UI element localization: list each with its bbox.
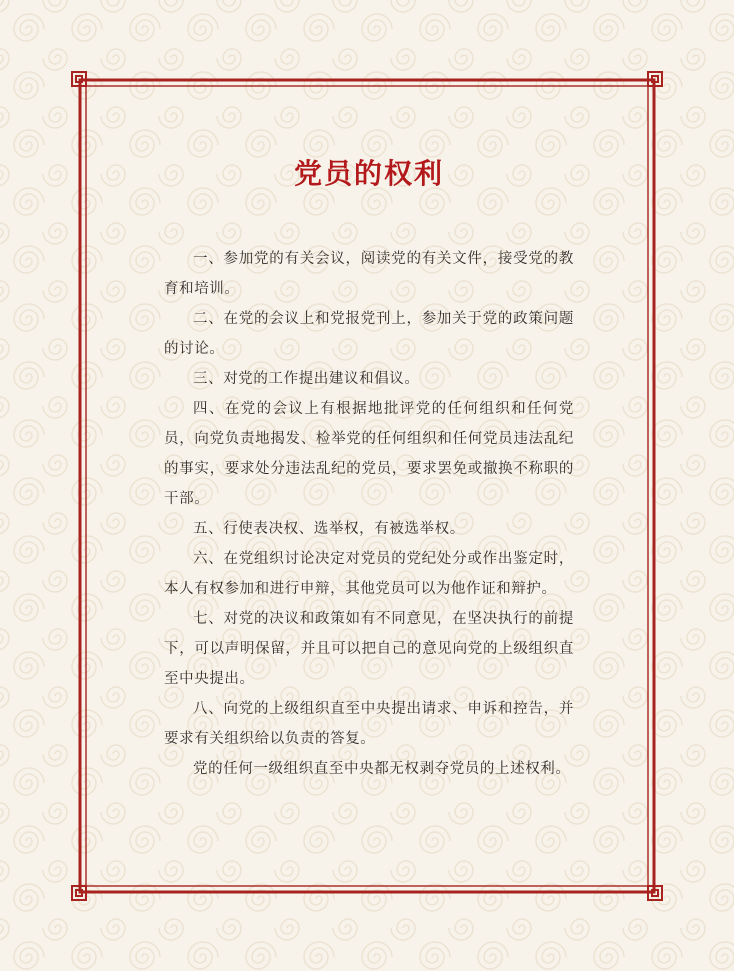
paragraph-closing-statement: 党的任何一级组织直至中央都无权剥夺党员的上述权利。 [193, 761, 571, 777]
paragraph-right-2: 二、在党的会议上和党报党刊上，参加关于党的政策问题的讨论。 [164, 311, 574, 357]
paragraph-right-3: 三、对党的工作提出建议和倡议。 [193, 371, 420, 387]
document-body [164, 150, 574, 784]
paragraph-right-1: 一、参加党的有关会议，阅读党的有关文件，接受党的教育和培训。 [164, 251, 574, 297]
page-title: 党员的权利 [293, 157, 444, 190]
paragraph-right-7: 七、对党的决议和政策如有不同意见，在坚决执行的前提下，可以声明保留，并且可以把自己的意见向党的上级组织直至中央提出。 [164, 611, 574, 687]
paragraph-right-8: 八、向党的上级组织直至中央提出请求、申诉和控告，并要求有关组织给以负责的答复。 [164, 701, 574, 747]
paragraph-right-4: 四、在党的会议上有根据地批评党的任何组织和任何党员，向党负责地揭发、检举党的任何组织和任何党员违法乱纪的事实，要求处分违法乱纪的党员，要求罢免或撤换不称职的干部。 [164, 401, 574, 507]
paragraph-right-5: 五、行使表决权、选举权，有被选举权。 [193, 521, 465, 537]
paragraph-right-6: 六、在党组织讨论决定对党员的党纪处分或作出鉴定时，本人有权参加和进行申辩，其他党员可以为他作证和辩护。 [164, 551, 574, 597]
